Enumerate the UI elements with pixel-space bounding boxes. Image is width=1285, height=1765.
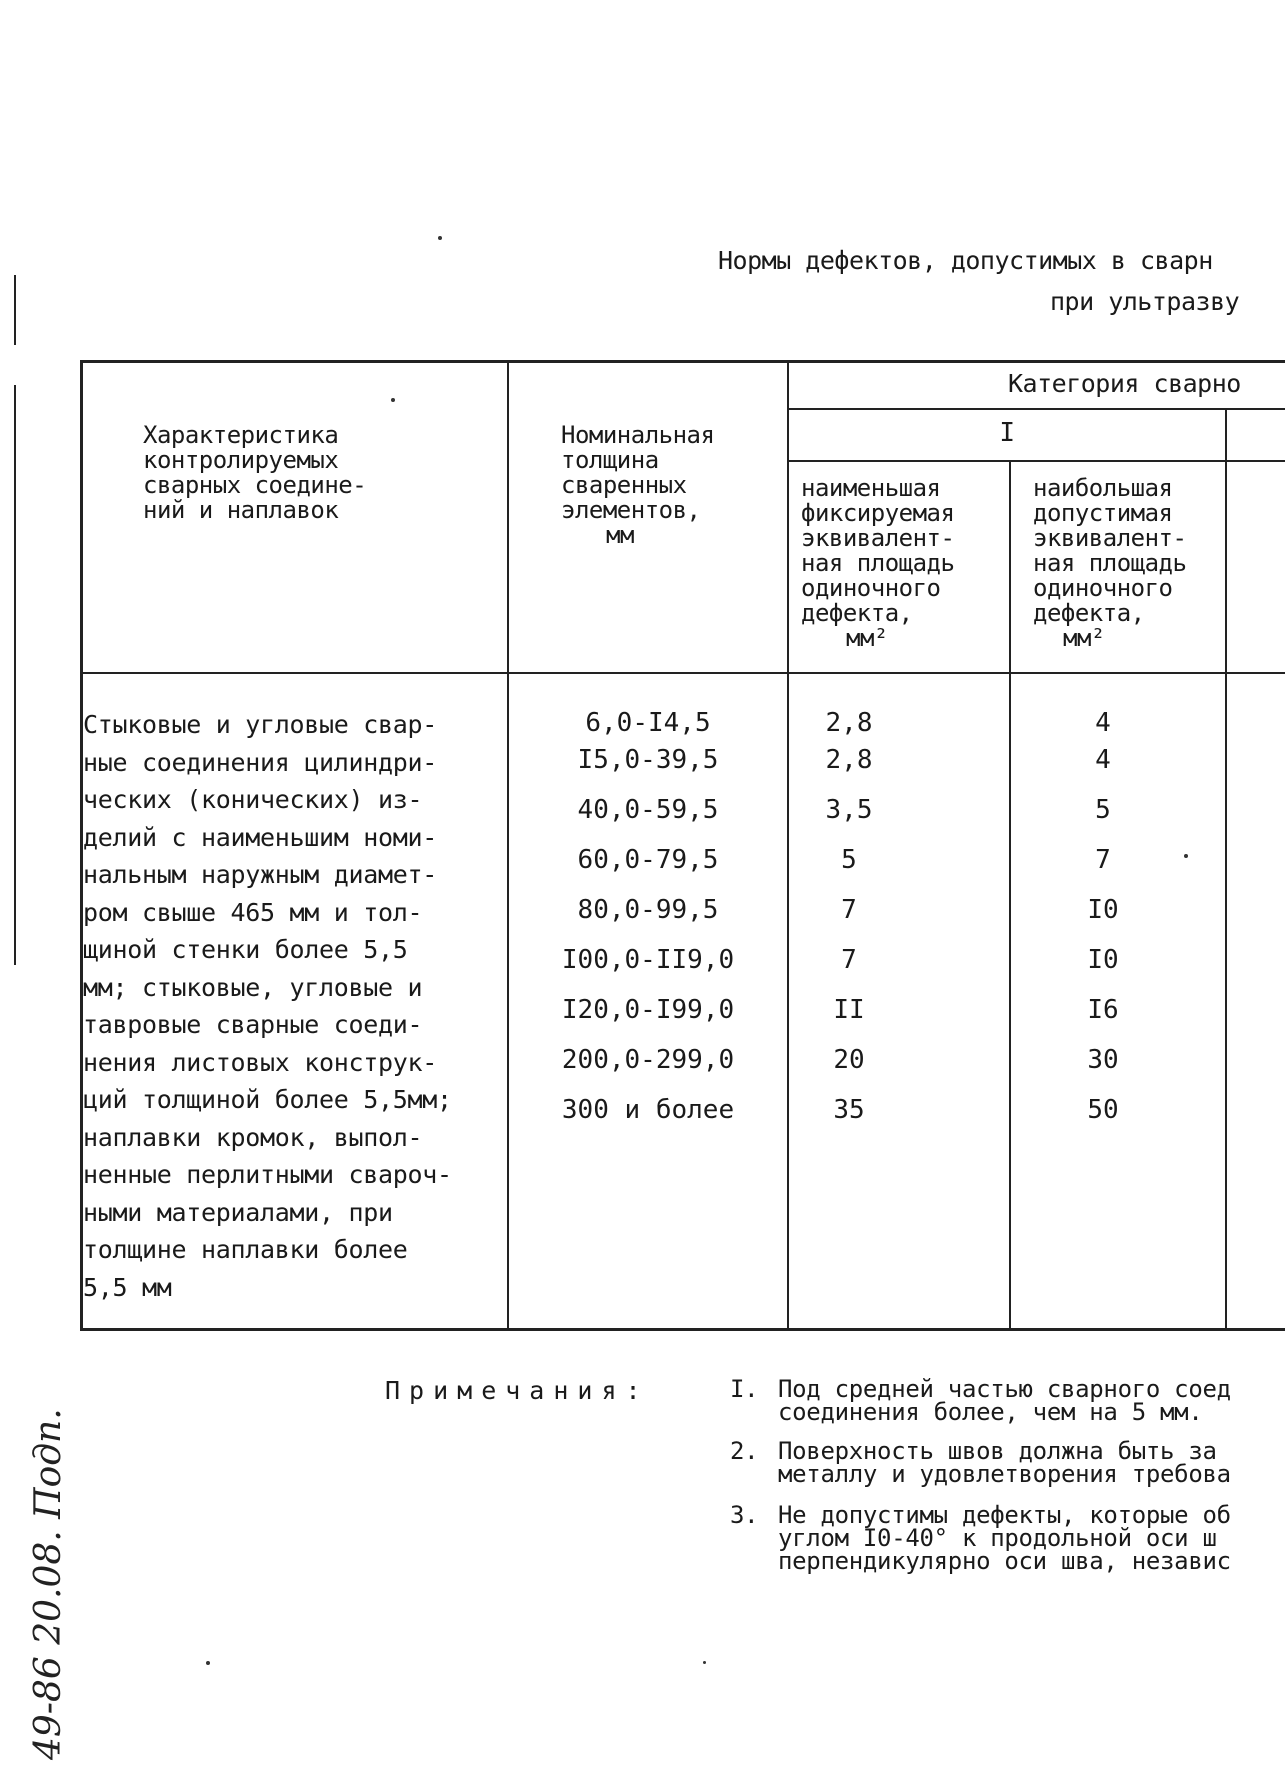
note-line: соединения более, чем на 5 мм. — [778, 1398, 1203, 1426]
text-line: толщине наплавки более — [83, 1235, 408, 1264]
table-cell-max-area: I0 — [1087, 895, 1119, 925]
table-cell-thickness: I5,0-39,5 — [577, 745, 719, 775]
text-line: делий с наименьшим номи- — [83, 822, 438, 852]
scan-speck — [703, 1661, 706, 1664]
text-line: нения листовых конструк- — [83, 1047, 438, 1077]
text-line: нальным наружным диамет- — [83, 860, 438, 889]
table-cell-thickness: I20,0-I99,0 — [561, 995, 735, 1025]
table-cell-max-area: 4 — [1095, 745, 1111, 775]
header-text: мм — [606, 521, 634, 549]
scan-speck — [391, 398, 395, 402]
min-area-column — [789, 363, 909, 1328]
text-line: Стыковые и угловые свар- — [83, 710, 438, 739]
header-text: эквивалент- — [801, 524, 955, 552]
table-cell-max-area: 30 — [1087, 1045, 1119, 1075]
margin-line — [14, 385, 16, 965]
table-cell-thickness: 40,0-59,5 — [577, 795, 719, 825]
header-text: допустимая — [1033, 499, 1173, 527]
note-number: 2. — [730, 1437, 759, 1465]
header-text: элементов, — [561, 496, 701, 524]
header-text: эквивалент- — [1033, 524, 1187, 552]
note-text — [778, 1437, 1231, 1488]
note-number: I. — [730, 1375, 759, 1403]
table-cell-min-area: 7 — [841, 945, 857, 975]
table-cell-max-area: I0 — [1087, 945, 1119, 975]
document-title-line2: при ультразву — [1050, 287, 1240, 316]
header-text: сваренных — [561, 471, 687, 499]
header-text: одиночного — [801, 574, 941, 602]
header-text: Номинальная — [561, 421, 715, 449]
header-text: ная площадь — [1033, 549, 1187, 577]
text-line: щиной стенки более 5,5 — [83, 935, 408, 964]
header-text: контролируемых — [143, 446, 339, 474]
note-line: углом I0-40° к продольной оси ш — [778, 1524, 1217, 1552]
note-item — [730, 1375, 1285, 1428]
header-text: ний и наплавок — [143, 496, 339, 524]
header-text: мм² — [846, 624, 888, 652]
table-cell-max-area: 7 — [1095, 845, 1111, 875]
header-text: фиксируемая — [801, 499, 955, 527]
margin-annotation: 49-86 20.08. Подп. — [28, 1408, 69, 1760]
note-text — [778, 1501, 1231, 1575]
table-cell-max-area: 50 — [1087, 1095, 1119, 1125]
table-cell-min-area: II — [833, 995, 865, 1025]
header-text: дефекта, — [1033, 599, 1145, 627]
scan-speck — [1184, 854, 1188, 858]
scan-speck — [438, 236, 442, 240]
table-cell-min-area: 5 — [841, 845, 857, 875]
header-text: толщина — [561, 446, 659, 474]
table-cell-min-area: 2,8 — [825, 708, 873, 738]
table-cell-min-area: 3,5 — [825, 795, 873, 825]
text-line: 5,5 мм — [83, 1272, 172, 1302]
table-cell-thickness: 300 и более — [561, 1095, 735, 1125]
table-cell-thickness: 60,0-79,5 — [577, 845, 719, 875]
text-line: мм; стыковые, угловые и — [83, 972, 423, 1002]
text-line: ными материалами, при — [83, 1197, 393, 1227]
characteristic-text — [83, 706, 452, 1306]
header-text: мм² — [1063, 624, 1105, 652]
note-line: Под средней частью сварного соед — [778, 1375, 1231, 1403]
note-text — [778, 1375, 1231, 1426]
table-cell-min-area: 20 — [833, 1045, 865, 1075]
header-text: дефекта, — [801, 599, 913, 627]
max-area-column — [1043, 363, 1163, 1328]
col-divider-3 — [1009, 460, 1011, 1328]
table-cell-min-area: 35 — [833, 1095, 865, 1125]
header-text: одиночного — [1033, 574, 1173, 602]
table-cell-min-area: 2,8 — [825, 745, 873, 775]
header-category: Категория сварно — [1008, 369, 1241, 398]
scan-speck — [206, 1661, 210, 1665]
table-cell-min-area: 7 — [841, 895, 857, 925]
header-text: ная площадь — [801, 549, 955, 577]
note-line: Поверхность швов должна быть за — [778, 1437, 1217, 1465]
table-cell-max-area: 5 — [1095, 795, 1111, 825]
header-text: Характеристика — [143, 421, 339, 449]
header-text: наибольшая — [1033, 474, 1173, 502]
text-line: ческих (конических) из- — [83, 785, 423, 814]
note-line: перпендикулярно оси шва, независ — [778, 1547, 1231, 1575]
table-cell-thickness: 6,0-I4,5 — [585, 708, 711, 738]
header-text: сварных соедине- — [143, 471, 367, 499]
margin-line-top — [14, 275, 16, 345]
text-line: наплавки кромок, выпол- — [83, 1122, 423, 1152]
text-line: ром свыше 465 мм и тол- — [83, 897, 423, 927]
text-line: ций толщиной более 5,5мм; — [83, 1085, 452, 1114]
table-cell-max-area: I6 — [1087, 995, 1119, 1025]
table-cell-max-area: 4 — [1095, 708, 1111, 738]
text-line: ные соединения цилиндри- — [83, 747, 438, 777]
header-text: наименьшая — [801, 474, 941, 502]
thickness-column — [509, 363, 787, 1328]
header-characteristic — [143, 423, 366, 523]
note-number: 3. — [730, 1501, 759, 1529]
note-item — [730, 1437, 1285, 1490]
header-category-num: I — [999, 418, 1015, 448]
note-line: металлу и удовлетворения требова — [778, 1460, 1231, 1488]
table-cell-thickness: 200,0-299,0 — [561, 1045, 735, 1075]
col-divider-4 — [1225, 408, 1227, 1328]
table-cell-thickness: 80,0-99,5 — [577, 895, 719, 925]
notes-label: Примечания: — [385, 1376, 650, 1405]
text-line: ненные перлитными свароч- — [83, 1160, 452, 1189]
text-line: тавровые сварные соеди- — [83, 1010, 423, 1039]
note-item — [730, 1501, 1285, 1576]
note-line: Не допустимы дефекты, которые об — [778, 1501, 1231, 1529]
table-cell-thickness: I00,0-II9,0 — [561, 945, 735, 975]
document-title-line1: Нормы дефектов, допустимых в сварн — [718, 246, 1213, 275]
norms-table — [80, 360, 1285, 1331]
